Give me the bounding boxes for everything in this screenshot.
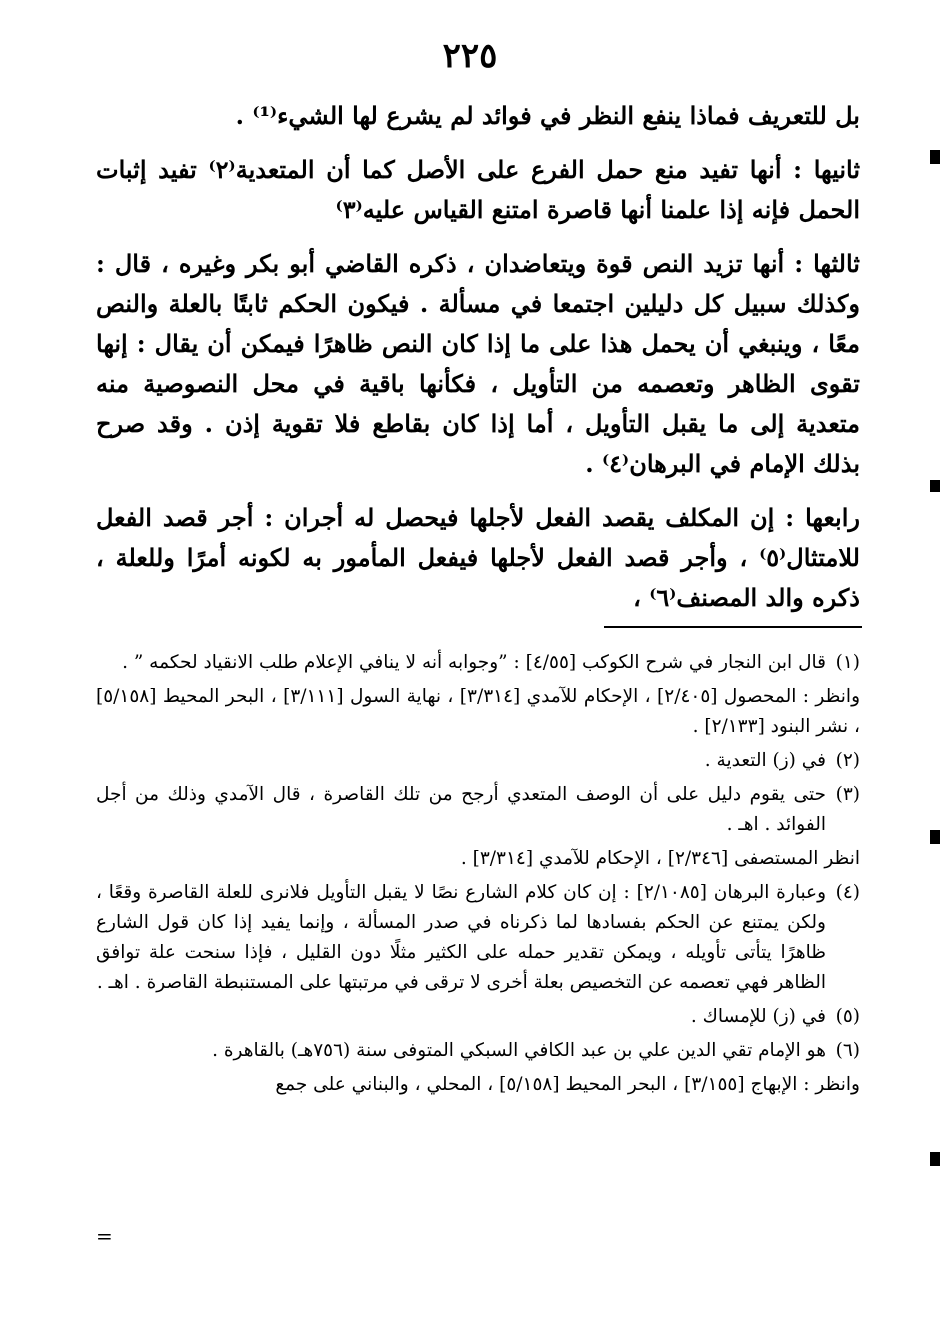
footnote-2 [96,746,860,776]
paragraph-2-lead: ثانيها : [793,155,860,184]
paragraph-4-lead: رابعها : [785,503,860,532]
footnote-text: وعبارة البرهان [٢/١٠٨٥] : إن كان كلام الشارع نصًا لا يقبل التأويل فلانرى للعلة القاصرة وقعًا ، ولكن يمتنع عن الحكم بفسادها لما ذكرناه في صدر المسألة ، وإنما يفيد إذا كان قول الشارع ظاهرًا يتأتى تأويله ، ويمكن تقدير حمله على الكثير مثلًا دون القليل ، فإذا سنحت علة توافق الظاهر فهي تعصمه عن التخصيص بعلة أخرى لا ترقى في مرتبتها على المستنبطة القاصرة . اهـ . [96,882,827,993]
footnote-number: (٦) [835,1040,860,1061]
paragraph-2: ثانيها : أنها تفيد منع حمل الفرع على الأصل كما أن المتعدية⁽٢⁾ تفيد إثبات الحمل فإنه إذا علمنا أنها قاصرة امتنع القياس عليه⁽٣⁾ [96,155,860,224]
footnote-3 [96,780,860,840]
paragraph-3: ثالثها : أنها تزيد النص قوة ويتعاضدان ، ذكره القاضي أبو بكر وغيره ، قال : وكذلك سبيل كل دليلين اجتمعا في مسألة . فيكون الحكم ثابتًا بالعلة والنص معًا ، وينبغي أن يحمل هذا على ما إذا كان النص ظاهرًا فيمكن أن يقال : إنها تقوى الظاهر وتعصمه من التأويل ، فكأنها باقية في محل النصوصية منه متعدية إلى ما يقبل التأويل ، أما إذا كان بقاطع فلا تقوية إذن . وقد صرح بذلك الإمام في البرهان⁽٤⁾ . [96,249,860,478]
footnote-number: (٣) [835,784,860,805]
paragraph-1: بل للتعريف فماذا ينفع النظر في فوائد لم يشرع لها الشيء⁽¹⁾ . [235,101,860,130]
footnote-number: (٢) [835,750,860,771]
footnote-text: في (ز) للإمساك . [690,1006,826,1027]
footnotes [96,648,860,1104]
footnote-3-references: انظر المستصفى [٢/٣٤٦] ، الإحكام للآمدي [٣/٣١٤] . [460,848,860,869]
paragraph-4: رابعها : إن المكلف يقصد الفعل لأجلها فيحصل له أجران : أجر قصد الفعل للامتثال⁽٥⁾ ، وأجر قصد الفعل لأجلها فيفعل المأمور به لكونه أمرًا وللعلة ، ذكره والد المصنف⁽٦⁾ ، [96,503,860,612]
footnote-5 [96,1002,860,1032]
footnote-text: هو الإمام تقي الدين علي بن عبد الكافي السبكي المتوفى سنة (٧٥٦هـ) بالقاهرة . [212,1040,826,1061]
margin-mark [930,150,940,164]
page-number: ٢٢٥ [442,36,498,76]
footnote-number: (٥) [835,1006,860,1027]
footnote-4 [96,878,860,998]
footnote-divider [604,626,862,628]
footnote-number: (٤) [835,882,860,903]
footnote-6 [96,1036,860,1066]
footnote-text: في (ز) التعدية . [704,750,826,771]
margin-mark [930,1152,940,1166]
footnote-text: قال ابن النجار في شرح الكوكب [٤/٥٥] : ”وجوابه أنه لا ينافي الإعلام طلب الانقياد لحكمه ” . [122,652,826,673]
footnote-text: حتى يقوم دليل على أن الوصف المتعدي أرجح من تلك القاصرة ، قال الآمدي وذلك من أجل الفوائد . اهـ . [96,784,826,835]
paragraph-3-lead: ثالثها : [794,249,860,278]
margin-mark [930,830,940,844]
continuation-mark: = [96,1224,113,1248]
footnote-1 [96,648,860,678]
footnote-6-references: وانظر : الإبهاج [٣/١٥٥] ، البحر المحيط [٥/١٥٨] ، المحلي ، والبناني على جمع [275,1074,860,1095]
footnote-number: (١) [835,652,860,673]
main-text [96,96,860,632]
footnote-1-references: وانظر : المحصول [٢/٤٠٥] ، الإحكام للآمدي [٣/٣١٤] ، نهاية السول [٣/١١١] ، البحر المحيط [٥/١٥٨] ، نشر البنود [٢/١٣٣] . [96,686,861,737]
margin-mark [930,480,940,492]
